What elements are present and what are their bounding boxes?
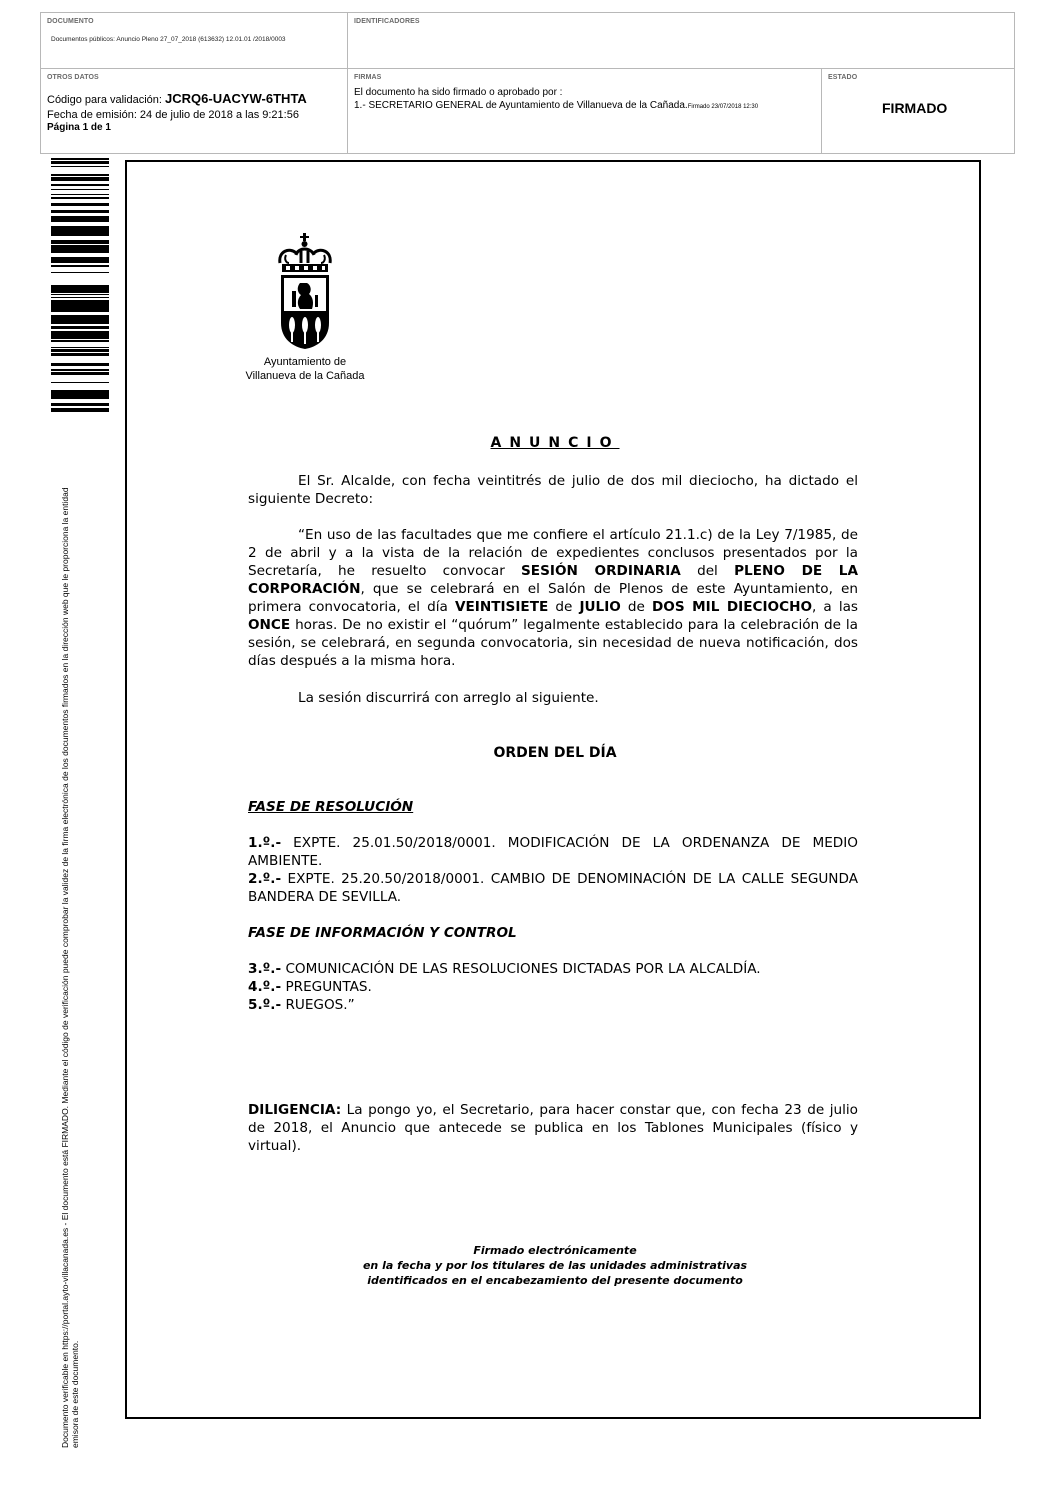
signature-line-3: identificados en el encabezamiento del presente documento — [367, 1274, 743, 1287]
barcode-bar — [51, 198, 109, 199]
barcode-bar — [51, 220, 109, 222]
firmas-label: FIRMAS — [354, 74, 382, 81]
barcode-bar — [51, 161, 109, 163]
barcode-bar — [51, 184, 109, 186]
barcode-bar — [51, 304, 109, 305]
crest-caption — [230, 355, 380, 383]
barcode-bar — [51, 265, 109, 267]
electronic-signature-note — [320, 1243, 790, 1288]
estado-value: FIRMADO — [882, 100, 948, 116]
barcode-bar — [51, 286, 109, 288]
barcode-bar — [51, 226, 109, 227]
firmas-line-2 — [354, 100, 758, 111]
page-number: Página 1 de 1 — [47, 122, 111, 133]
anuncio-title: ANUNCIO — [490, 435, 620, 451]
agenda-item-number: 2.º.- — [248, 871, 282, 887]
decree-year: DOS MIL DIECIOCHO — [652, 599, 812, 615]
decree-day: VEINTISIETE — [454, 599, 549, 615]
agenda-item — [248, 834, 858, 870]
barcode-bar — [51, 305, 109, 307]
decree-text-m: horas. De no existir el “quórum” legalmente establecido para la celebración de la sesión, se celebrará, en segunda convocatoria, sin necesidad de nueva notificación, dos días después a la misma hora. — [248, 617, 858, 669]
barcode-bar — [51, 310, 109, 312]
barcode-bar — [51, 166, 109, 167]
barcode-bar — [51, 307, 109, 310]
agenda-list-1 — [248, 834, 858, 906]
barcode-bar — [51, 326, 109, 329]
barcode-bar — [51, 227, 109, 230]
document-header-table — [40, 12, 1015, 154]
barcode-bar — [51, 300, 109, 302]
barcode-bar — [51, 297, 109, 298]
documento-name: Documentos públicos: Anuncio Pleno 27_07_2018 (613632) 12.01.01 /2018/0003 — [51, 36, 286, 43]
firmas-date: Firmado 23/07/2018 12:30 — [687, 104, 759, 110]
verification-side-text — [60, 438, 80, 1448]
barcode-bar — [51, 373, 109, 375]
barcode-bar — [51, 218, 109, 220]
decree-text-a: “En uso de las facultades que me confiere el artículo 21.1.c) de la Ley 7/1985, de 2 de abril y a la vista de la relación de expedientes conclusos presentados por la Secretaría, he resuelto convocar — [248, 527, 858, 579]
identificadores-label: IDENTIFICADORES — [354, 18, 420, 25]
barcode-bar — [51, 347, 109, 348]
barcode-bar — [51, 411, 109, 412]
barcode-bar — [51, 180, 109, 181]
barcode-bar — [51, 216, 109, 218]
crest-caption-line-2: Villanueva de la Cañada — [245, 370, 365, 382]
agenda-item-text: COMUNICACIÓN DE LAS RESOLUCIONES DICTADAS POR LA ALCALDÍA. — [285, 961, 761, 977]
barcode-bar — [51, 197, 109, 198]
barcode-bar — [51, 260, 109, 262]
barcode-bar — [51, 189, 109, 190]
barcode-bar — [51, 194, 109, 195]
barcode-bar — [51, 250, 109, 252]
agenda-item-number: 3.º.- — [248, 961, 282, 977]
agenda-item-number: 4.º.- — [248, 979, 282, 995]
barcode-bar — [51, 331, 109, 334]
barcode-bar — [51, 245, 109, 247]
barcode-bar — [51, 372, 109, 373]
decree-month: JULIO — [579, 599, 621, 615]
decree-text-e: , que se celebrará en el Salón de Plenos de este Ayuntamiento, en primera convocatoria, el día — [248, 581, 858, 615]
barcode-bar — [51, 230, 109, 233]
decree-hour: ONCE — [248, 617, 291, 633]
agenda-item — [248, 870, 858, 906]
agenda-item-number: 1.º.- — [248, 835, 282, 851]
barcode-bar — [51, 210, 109, 213]
diligencia-paragraph — [248, 1101, 858, 1155]
barcode-bar — [51, 285, 109, 286]
barcode-bar — [51, 240, 109, 243]
barcode-bar — [51, 336, 109, 339]
agenda-item-text: EXPTE. 25.20.50/2018/0001. CAMBIO DE DENOMINACIÓN DE LA CALLE SEGUNDA BANDERA DE SEVILLA. — [248, 871, 858, 905]
orden-del-dia-title: ORDEN DEL DÍA — [493, 745, 617, 761]
barcode-bar — [51, 233, 109, 236]
documento-cell — [41, 13, 348, 69]
barcode-bar — [51, 302, 109, 304]
barcode-bar — [51, 382, 109, 383]
agenda-item — [248, 978, 858, 996]
barcode-bar — [51, 353, 109, 354]
barcode-bar — [51, 363, 109, 366]
decree-paragraph — [248, 526, 858, 670]
fase-resolucion-heading: FASE DE RESOLUCIÓN — [248, 799, 414, 815]
decree-text-g: de — [555, 599, 573, 615]
decree-text-i: de — [627, 599, 645, 615]
validation-prefix: Código para validación: — [47, 94, 162, 106]
barcode-bar — [51, 257, 109, 260]
validation-code: JCRQ6-UACYW-6THTA — [165, 91, 307, 106]
agenda-item-text: RUEGOS.” — [285, 997, 355, 1013]
decree-pleno: PLENO DE LA CORPORACIÓN — [248, 563, 858, 597]
decree-text-c: del — [697, 563, 718, 579]
side-text-line-2: emisora de este documento. — [70, 1340, 80, 1448]
barcode-bar — [51, 404, 109, 406]
agenda-item-text: EXPTE. 25.01.50/2018/0001. MODIFICACIÓN DE LA ORDENANZA DE MEDIO AMBIENTE. — [248, 835, 858, 869]
session-paragraph: La sesión discurrirá con arreglo al siguiente. — [298, 690, 599, 706]
barcode-bar — [51, 354, 109, 355]
barcode-bar — [51, 394, 109, 397]
barcode-bar — [51, 397, 109, 399]
barcode-bar — [51, 174, 109, 176]
barcode-bar — [51, 315, 109, 317]
agenda-list-2 — [248, 960, 858, 1014]
identificadores-cell — [348, 13, 1014, 69]
barcode-bar — [51, 390, 109, 393]
firmas-line-1: El documento ha sido firmado o aprobado por : — [354, 87, 563, 98]
barcode-bar — [51, 248, 109, 250]
barcode-bar — [51, 243, 109, 244]
barcode-bar — [51, 294, 109, 295]
otros-datos-cell — [41, 69, 348, 153]
barcode-bar — [51, 349, 109, 352]
barcode-bar — [51, 272, 109, 273]
barcode-bar — [51, 158, 109, 160]
decree-text-k: , a las — [812, 599, 859, 615]
estado-cell — [822, 69, 1014, 153]
validation-line — [47, 91, 307, 106]
barcode-bar — [51, 290, 109, 293]
barcode-bar — [51, 340, 109, 342]
diligencia-text: La pongo yo, el Secretario, para hacer constar que, con fecha 23 de julio de 2018, el Anuncio que antecede se publica en los Tablones Municipales (físico y virtual). — [248, 1102, 858, 1154]
barcode-bar — [51, 317, 109, 320]
barcode-bar — [51, 355, 109, 356]
agenda-item — [248, 996, 858, 1014]
intro-paragraph: El Sr. Alcalde, con fecha veintitrés de julio de dos mil dieciocho, ha dictado el siguiente Decreto: — [248, 473, 858, 507]
barcode-bar — [51, 163, 109, 164]
signature-line-2: en la fecha y por los titulares de las unidades administrativas — [362, 1259, 748, 1272]
barcode-bar — [51, 288, 109, 290]
barcode-bar — [51, 262, 109, 263]
barcode-icon — [51, 158, 109, 412]
coat-of-arms-icon — [270, 233, 340, 351]
estado-label: ESTADO — [828, 74, 858, 81]
barcode-bar — [51, 322, 109, 324]
side-text-line-1: Documento verificable en https://portal.ayto-villacanada.es - El documento está FIRMADO. Mediante el código de verificación puede comprobar la validez de la firma electrónica de los documentos firmados en la dirección web que le proporciona la entidad — [60, 487, 70, 1448]
barcode-bar — [51, 334, 109, 336]
firmas-signer: 1.- SECRETARIO GENERAL de Ayuntamiento de Villanueva de la Cañada. — [354, 100, 688, 111]
diligencia-label: DILIGENCIA: — [248, 1102, 342, 1118]
fase-informacion-heading: FASE DE INFORMACIÓN Y CONTROL — [248, 925, 517, 941]
decree-sesion: SESIÓN ORDINARIA — [521, 563, 681, 579]
documento-label: DOCUMENTO — [47, 18, 94, 25]
emission-date: Fecha de emisión: 24 de julio de 2018 a las 9:21:56 — [47, 109, 299, 121]
barcode-bar — [51, 252, 109, 253]
barcode-bar — [51, 247, 109, 248]
barcode-bar — [51, 403, 109, 404]
signature-line-1: Firmado electrónicamente — [473, 1244, 637, 1257]
otros-datos-label: OTROS DATOS — [47, 74, 99, 81]
crest-caption-line-1: Ayuntamiento de — [263, 356, 347, 368]
document-frame — [125, 160, 981, 1419]
agenda-item-number: 5.º.- — [248, 997, 282, 1013]
barcode-bar — [51, 408, 109, 411]
barcode-bar — [51, 320, 109, 322]
firmas-cell — [348, 69, 822, 153]
barcode-bar — [51, 203, 109, 206]
barcode-bar — [51, 393, 109, 394]
agenda-item-text: PREGUNTAS. — [285, 979, 372, 995]
barcode-bar — [51, 177, 109, 180]
barcode-bar — [51, 369, 109, 371]
agenda-item — [248, 960, 858, 978]
